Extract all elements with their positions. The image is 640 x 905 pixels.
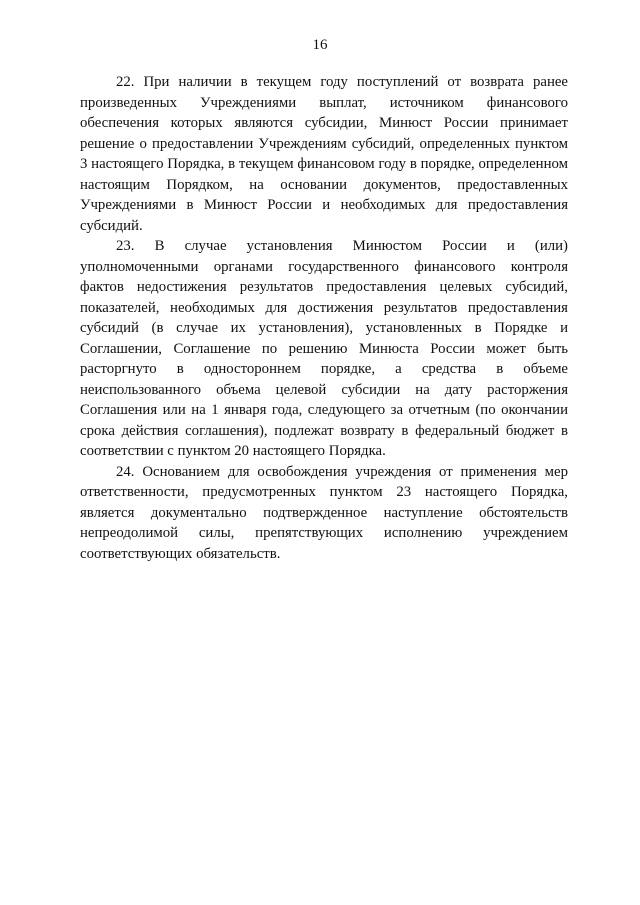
page-number: 16 [312,37,328,53]
paragraph-23: 23. В случае установления Минюстом России и (или) уполномоченными органами государственного финансового контроля фактов недостижения результатов предоставления целевых субсидий, показателей, необходимых для достижения результатов предоставления субсидий (в случае их установления), установленных в Порядке и Соглашении, Соглашение по решению Минюста России может быть расторгнуто в одностороннем порядке, а средства в объеме неиспользованного объема целевой субсидии на дату расторжения Соглашения или на 1 января года, следующего за отчетным (по окончании срока действия соглашения), подлежат возврату в федеральный бюджет в соответствии с пунктом 20 настоящего Порядка. [80,238,568,459]
paragraph-24: 24. Основанием для освобождения учреждения от применения мер ответственности, предусмотренных пунктом 23 настоящего Порядка, является документально подтвержденное наступление обстоятельств непреодолимой силы, препятствующих исполнению учреждением соответствующих обязательств. [80,463,568,562]
document-body [80,72,568,564]
paragraph-22: 22. При наличии в текущем году поступлений от возврата ранее произведенных Учреждениями выплат, источником финансового обеспечения которых являются субсидии, Минюст России принимает решение о предоставлении Учреждениям субсидий, определенных пунктом 3 настоящего Порядка, в текущем финансовом году в порядке, определенном настоящим Порядком, на основании документов, предоставленных Учреждениями в Минюст России и необходимых для предоставления субсидий. [80,74,568,234]
